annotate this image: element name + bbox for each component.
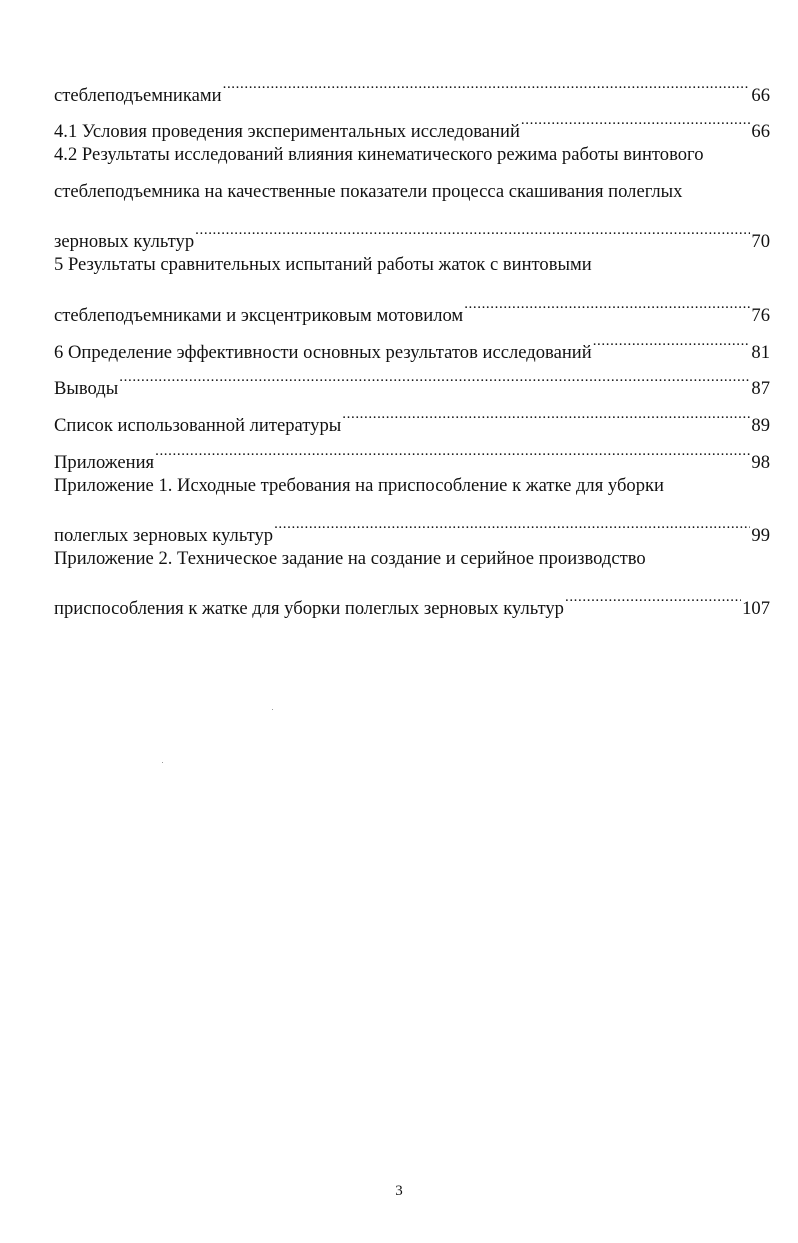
toc-entry — [54, 541, 770, 578]
dot-leader — [565, 578, 741, 615]
toc-entry — [54, 431, 770, 473]
toc-entry-text: полеглых зерновых культур — [54, 524, 274, 546]
toc-entry-text: стеблеподъемника на качественные показатели процесса скашивания полеглых — [54, 181, 683, 203]
dot-leader — [274, 504, 750, 541]
toc-entry-text: стеблеподъемниками — [54, 84, 222, 106]
toc-entry — [54, 247, 770, 284]
toc-entry-page: 76 — [751, 304, 770, 326]
toc-entry — [54, 394, 770, 436]
table-of-contents — [54, 64, 770, 620]
toc-entry-text: стеблеподъемниками и эксцентриковым мотовилом — [54, 304, 464, 326]
toc-entry — [54, 358, 770, 400]
toc-entry-text: Список использованной литературы — [54, 414, 342, 436]
toc-entry-text: Приложение 1. Исходные требования на приспособление к жатке для уборки — [54, 474, 664, 496]
toc-entry-page: 70 — [751, 231, 770, 253]
toc-entry-text: 4.2 Результаты исследований влияния кинематического режима работы винтового — [54, 144, 704, 166]
dot-leader — [464, 284, 750, 321]
toc-entry — [54, 211, 770, 253]
toc-entry — [54, 137, 770, 174]
toc-entry-page: 66 — [751, 121, 770, 143]
toc-entry-text: Приложение 2. Техническое задание на создание и серийное производство — [54, 547, 646, 569]
toc-entry-page: 89 — [751, 414, 770, 436]
dot-leader — [119, 358, 750, 395]
toc-entry — [54, 504, 770, 546]
toc-entry-text: 6 Определение эффективности основных результатов исследований — [54, 341, 592, 363]
dot-leader — [195, 211, 750, 248]
toc-entry-text: зерновых культур — [54, 231, 195, 253]
dot-leader — [155, 431, 750, 468]
toc-entry-page: 87 — [751, 378, 770, 400]
dot-leader — [223, 64, 751, 101]
dot-leader — [521, 101, 751, 138]
toc-entry-text: Выводы — [54, 378, 119, 400]
dot-leader — [342, 394, 750, 431]
toc-entry — [54, 174, 770, 211]
scan-speck — [272, 709, 273, 710]
toc-entry-page: 66 — [751, 84, 770, 106]
toc-entry-page: 107 — [742, 598, 770, 620]
toc-entry-text: 4.1 Условия проведения экспериментальных исследований — [54, 121, 520, 143]
toc-entry — [54, 468, 770, 505]
toc-entry-text: 5 Результаты сравнительных испытаний работы жаток с винтовыми — [54, 254, 592, 276]
toc-entry — [54, 284, 770, 326]
page-number: 3 — [395, 1183, 403, 1199]
scan-speck — [162, 762, 163, 763]
toc-entry — [54, 64, 770, 106]
toc-entry — [54, 578, 770, 620]
toc-entry-page: 81 — [751, 341, 770, 363]
toc-entry-text: приспособления к жатке для уборки полеглых зерновых культур — [54, 598, 564, 620]
dot-leader — [593, 321, 751, 358]
toc-entry-page: 99 — [751, 524, 770, 546]
toc-entry-page: 98 — [751, 451, 770, 473]
toc-entry-text: Приложения — [54, 451, 155, 473]
